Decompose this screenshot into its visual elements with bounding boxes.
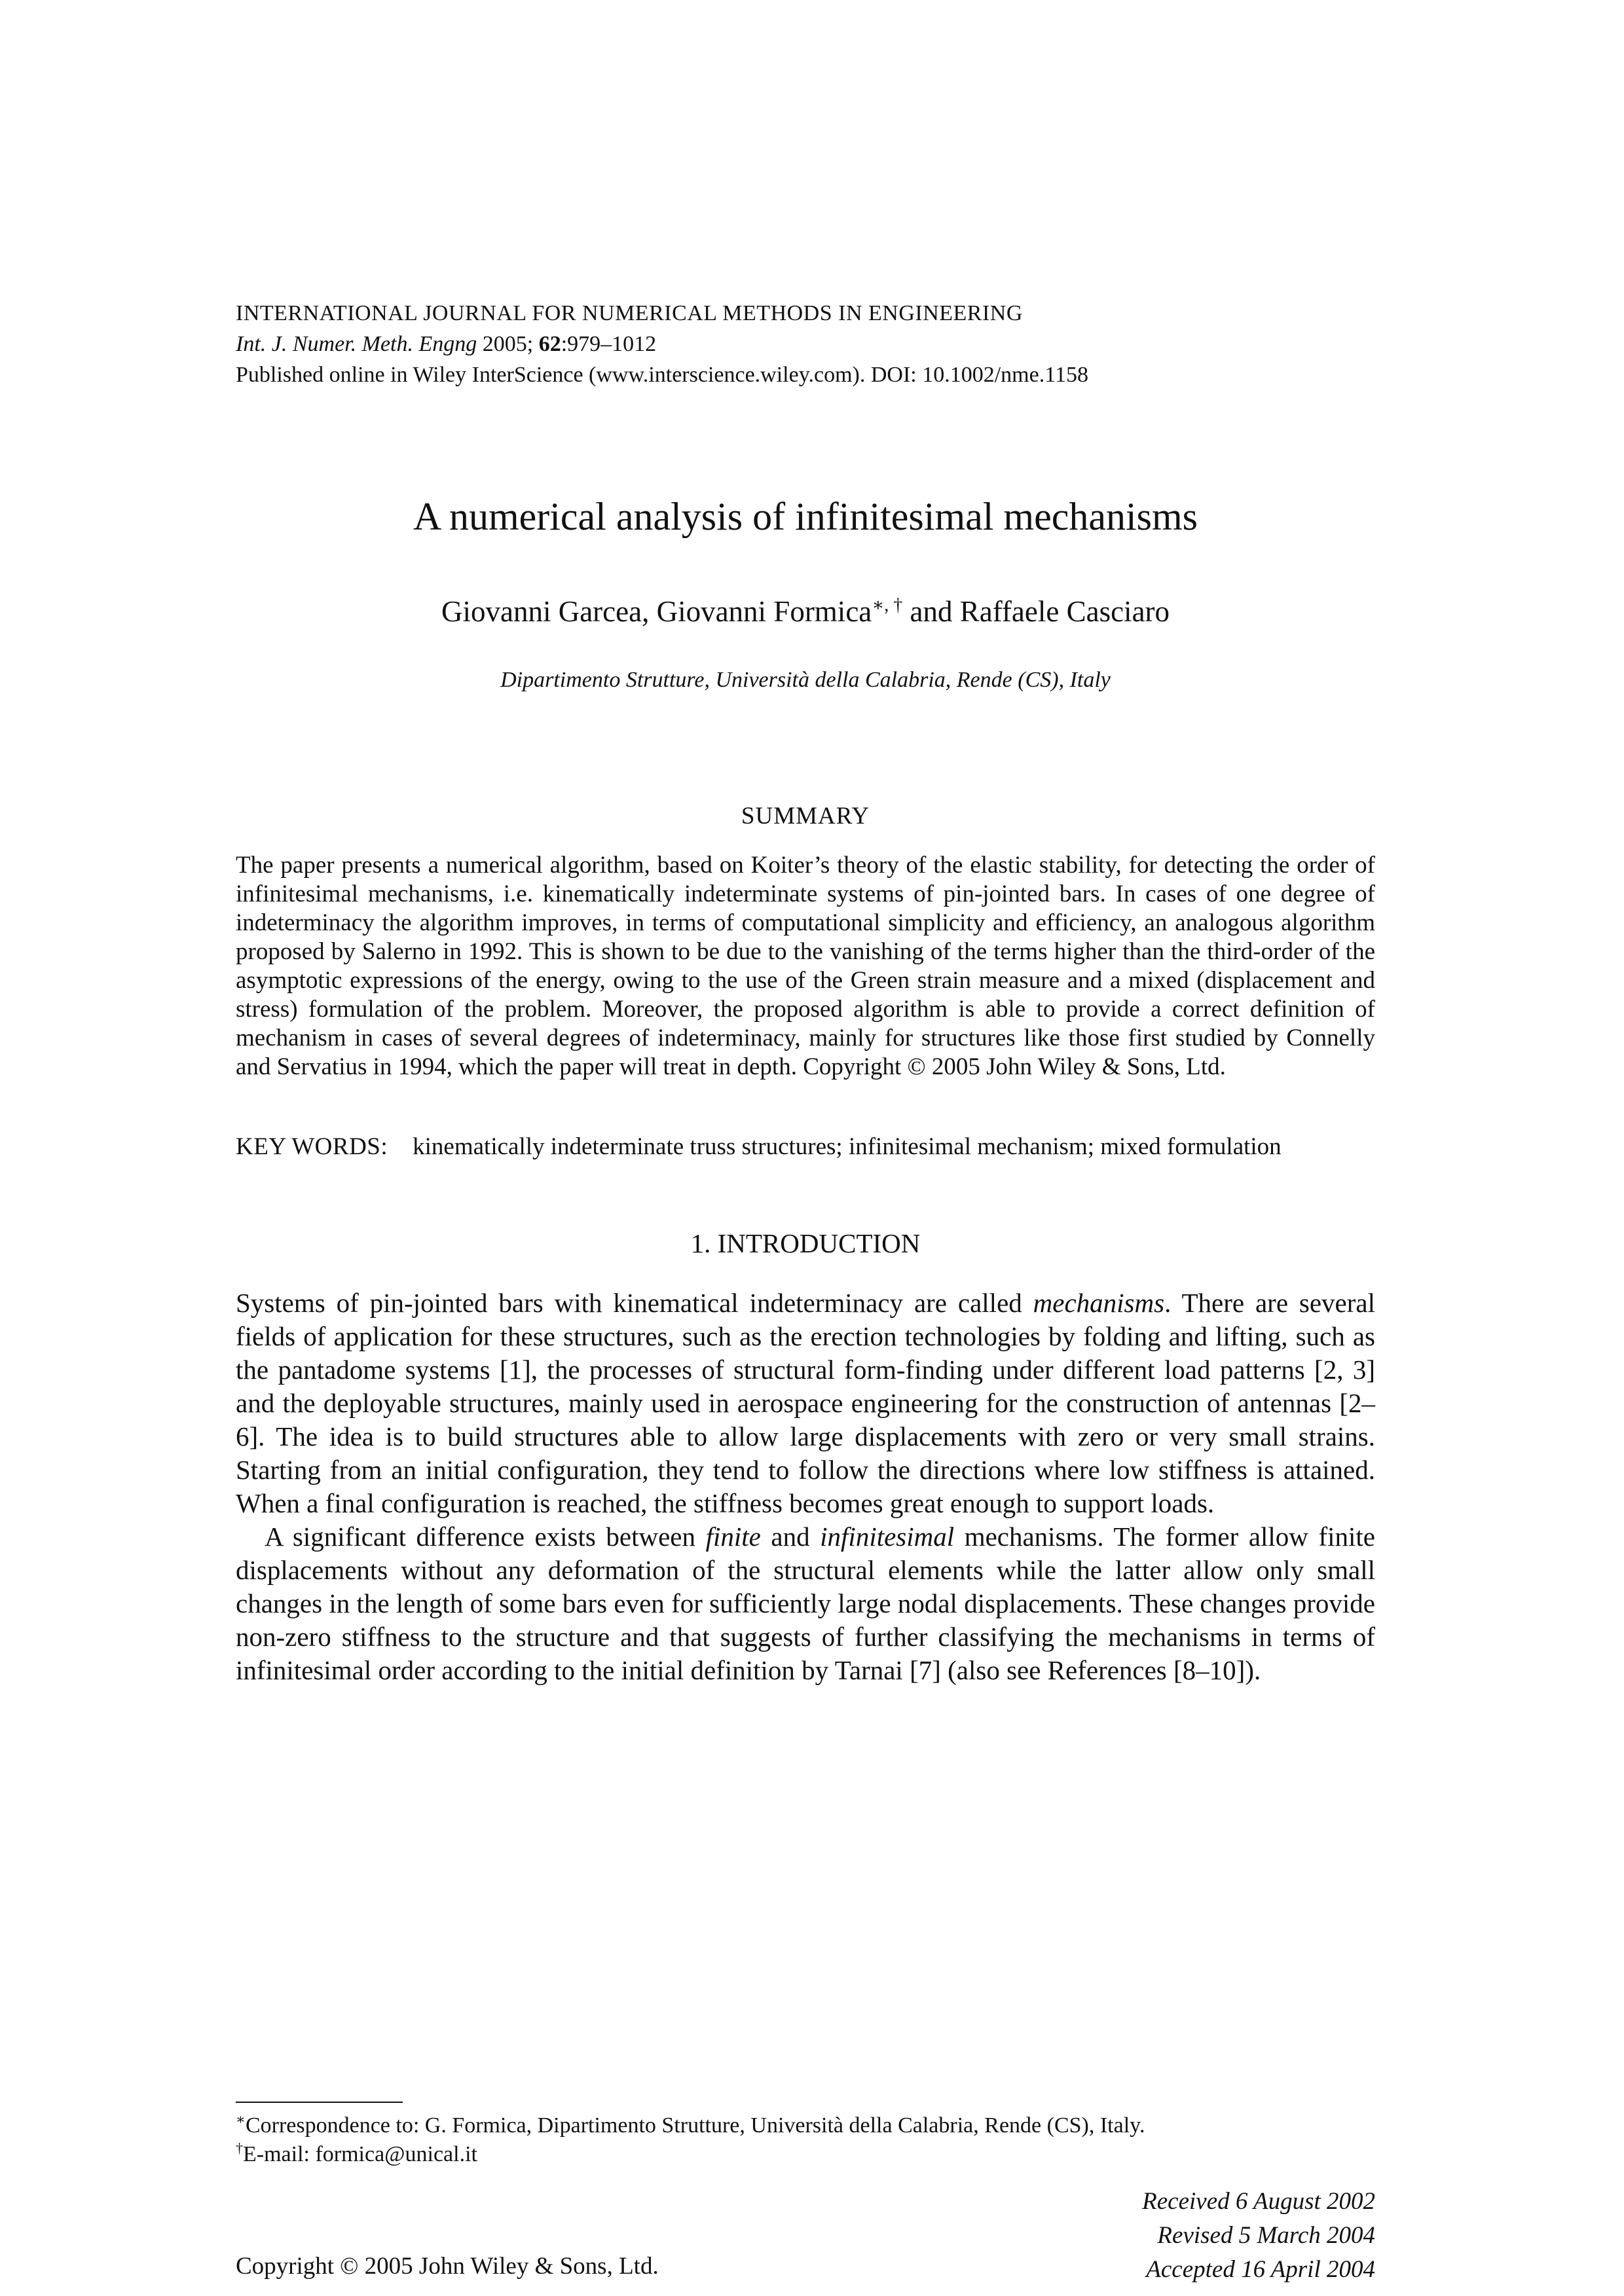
intro-p2-emphasis-infinitesimal: infinitesimal [820,1522,955,1552]
summary-heading: SUMMARY [741,803,870,829]
keywords [236,1133,1375,1161]
keywords-label: KEY WORDS: [236,1133,388,1160]
date-accepted: Accepted 16 April 2004 [1146,2256,1375,2283]
journal-header [236,298,1375,390]
copyright-notice: Copyright © 2005 John Wiley & Sons, Ltd. [236,2253,659,2280]
intro-p1-emphasis: mechanisms [1033,1288,1165,1318]
paper-title: A numerical analysis of infinitesimal mechanisms [413,495,1198,538]
date-received: Received 6 August 2002 [1142,2188,1375,2215]
journal-pages: :979–1012 [561,332,657,356]
journal-name: INTERNATIONAL JOURNAL FOR NUMERICAL METHODS IN ENGINEERING [236,301,1023,325]
affiliation: Dipartimento Strutture, Università della Calabria, Rende (CS), Italy [500,668,1111,692]
footnote-correspondence [236,2111,1375,2140]
intro-p2-text-c: mechanisms. The former allow finite displacements without any deformation of the structural elements while the latter allow only small changes in the length of some bars even for sufficiently large nodal displacements. These changes provide non-zero stiffness to the structure and that suggests of further classifying the mechanisms in terms of infinitesimal order according to the initial definition by Tarnai [7] (also see References [8–10]). [236,1522,1375,1685]
intro-p1-text-b: . There are several fields of application for these structures, such as the erection technologies by folding and lifting, such as the pantadome systems [1], the processes of structural form-finding under different load patterns [2, 3] and the deployable structures, mainly used in aerospace engineering for the construction of antennas [2–6]. The idea is to build structures able to allow large displacements with zero or very small strains. Starting from an initial configuration, they tend to follow the directions where low stiffness is attained. When a final configuration is reached, the stiffness becomes great enough to support loads. [236,1288,1375,1518]
date-revised: Revised 5 March 2004 [1157,2222,1375,2249]
authors-first: Giovanni Garcea, Giovanni Formica [441,595,872,628]
authors-last: and Raffaele Casciaro [902,595,1170,628]
footnotes [236,2111,1375,2169]
footnote-text-2: E-mail: formica@unical.it [243,2142,477,2166]
paper-page [236,298,1375,2283]
intro-p2-text-b: and [760,1522,821,1552]
introduction-body [236,1286,1375,1687]
footnote-text-1: Correspondence to: G. Formica, Dipartimento Strutture, Università della Calabria, Rende (CS), Italy. [245,2113,1145,2138]
footnote-email [236,2140,1375,2169]
intro-paragraph-2 [236,1520,1375,1687]
intro-paragraph-1 [236,1286,1375,1520]
intro-p1-text-a: Systems of pin-jointed bars with kinematical indeterminacy are called [236,1288,1033,1318]
journal-year: 2005; [482,332,534,356]
journal-volume: 62 [538,332,561,356]
article-dates [1142,2185,1375,2287]
author-footnote-marks: ∗, † [872,595,903,615]
footnote-rule [236,2102,403,2103]
author-list [236,594,1375,629]
keywords-text: kinematically indeterminate truss structures; infinitesimal mechanism; mixed formulation [413,1133,1282,1160]
footnote-mark-2: † [236,2140,243,2157]
footnote-mark-1: ∗ [236,2111,246,2128]
journal-abbrev: Int. J. Numer. Meth. Engng [236,332,477,356]
intro-p2-emphasis-finite: finite [705,1522,761,1552]
journal-citation [236,329,1375,359]
summary-text: The paper presents a numerical algorithm, based on Koiter’s theory of the elastic stability, for detecting the order of infinitesimal mechanisms, i.e. kinematically indeterminate systems of pin-jointed bars. In cases of one degree of indeterminacy the algorithm improves, in terms of computational simplicity and efficiency, an analogous algorithm proposed by Salerno in 1992. This is shown to be due to the vanishing of the terms higher than the third-order of the asymptotic expressions of the energy, owing to the use of the Green strain measure and a mixed (displacement and stress) formulation of the problem. Moreover, the proposed algorithm is able to provide a correct definition of mechanism in cases of several degrees of indeterminacy, mainly for structures like those first studied by Connelly and Servatius in 1994, which the paper will treat in depth. Copyright © 2005 John Wiley & Sons, Ltd. [236,852,1375,1080]
section-heading-introduction: 1. INTRODUCTION [690,1228,921,1258]
intro-p2-text-a: A significant difference exists between [265,1522,706,1552]
journal-published: Published online in Wiley InterScience (www.interscience.wiley.com). DOI: 10.1002/nme.1158 [236,363,1088,387]
